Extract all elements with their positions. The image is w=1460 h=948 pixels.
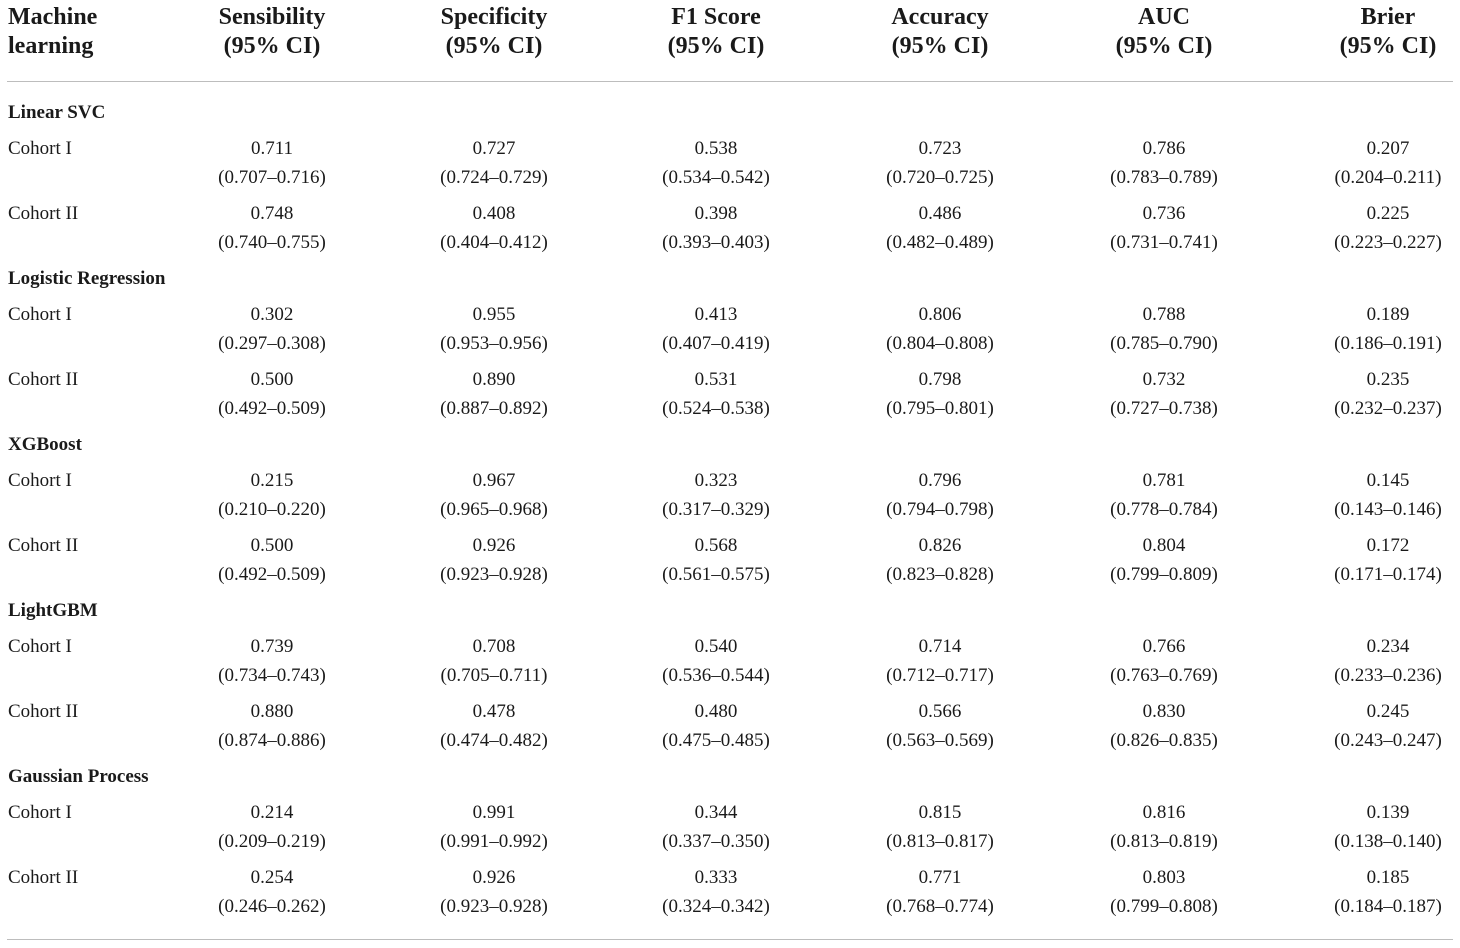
header-text: Accuracy: [891, 4, 989, 30]
cell-value: 0.815: [918, 802, 962, 823]
group-label: Linear SVC: [8, 102, 106, 123]
cell-ci: (0.813–0.819): [1110, 830, 1218, 852]
table-cell: [182, 799, 362, 856]
table-cell: [1298, 366, 1460, 423]
cell-value: 0.333: [694, 867, 738, 888]
group-label: Logistic Regression: [8, 268, 166, 289]
cell-ci: (0.474–0.482): [440, 729, 548, 751]
table-cell: [626, 633, 806, 690]
cell-value: 0.781: [1142, 470, 1186, 491]
cell-ci: (0.492–0.509): [218, 397, 326, 419]
row-label: Cohort I: [8, 138, 72, 159]
cell-ci: (0.991–0.992): [440, 830, 548, 852]
cell-value: 0.880: [250, 701, 294, 722]
cell-ci: (0.783–0.789): [1110, 166, 1218, 188]
cell-value: 0.566: [918, 701, 962, 722]
cell-ci: (0.561–0.575): [662, 563, 770, 585]
cell-ci: (0.763–0.769): [1110, 664, 1218, 686]
cell-value: 0.486: [918, 203, 962, 224]
table-cell: [1074, 532, 1254, 589]
header-text: (95% CI): [891, 33, 989, 59]
cell-ci: (0.186–0.191): [1334, 332, 1442, 354]
header-text: AUC: [1138, 4, 1190, 30]
cell-value: 0.145: [1366, 470, 1410, 491]
cell-value: 0.748: [250, 203, 294, 224]
cell-value: 0.967: [472, 470, 516, 491]
table-cell: [404, 135, 584, 192]
cell-value: 0.736: [1142, 203, 1186, 224]
table-cell: [1298, 799, 1460, 856]
table-cell: [626, 864, 806, 921]
cell-ci: (0.768–0.774): [886, 895, 994, 917]
table-cell: [850, 366, 1030, 423]
cell-value: 0.804: [1142, 535, 1186, 556]
cell-ci: (0.324–0.342): [662, 895, 770, 917]
row-label: Cohort II: [8, 203, 79, 224]
cell-ci: (0.171–0.174): [1334, 563, 1442, 585]
cell-ci: (0.482–0.489): [886, 231, 994, 253]
cell-value: 0.189: [1366, 304, 1410, 325]
cell-ci: (0.823–0.828): [886, 563, 994, 585]
table-cell: [1074, 467, 1254, 524]
cell-ci: (0.407–0.419): [662, 332, 770, 354]
table-cell: [404, 467, 584, 524]
cell-value: 0.991: [472, 802, 516, 823]
header-text: Specificity: [440, 4, 548, 30]
cell-ci: (0.724–0.729): [440, 166, 548, 188]
table-cell: [1298, 532, 1460, 589]
cell-value: 0.798: [918, 369, 962, 390]
cell-ci: (0.734–0.743): [218, 664, 326, 686]
table-cell: [182, 301, 362, 358]
table-cell: [182, 467, 362, 524]
cell-value: 0.234: [1366, 636, 1410, 657]
cell-value: 0.478: [472, 701, 516, 722]
table-cell: [1298, 698, 1460, 755]
cell-ci: (0.799–0.808): [1110, 895, 1218, 917]
cell-ci: (0.712–0.717): [886, 664, 994, 686]
cell-ci: (0.795–0.801): [886, 397, 994, 419]
cell-value: 0.323: [694, 470, 738, 491]
cell-value: 0.739: [250, 636, 294, 657]
cell-ci: (0.209–0.219): [218, 830, 326, 852]
cell-ci: (0.143–0.146): [1334, 498, 1442, 520]
cell-ci: (0.524–0.538): [662, 397, 770, 419]
cell-ci: (0.492–0.509): [218, 563, 326, 585]
cell-ci: (0.874–0.886): [218, 729, 326, 751]
row-label: Cohort I: [8, 470, 72, 491]
table-cell: [404, 200, 584, 257]
table-cell: [1298, 633, 1460, 690]
table-cell: [850, 532, 1030, 589]
cell-value: 0.398: [694, 203, 738, 224]
table-cell: [182, 633, 362, 690]
cell-value: 0.185: [1366, 867, 1410, 888]
row-label: Cohort I: [8, 802, 72, 823]
cell-value: 0.926: [472, 867, 516, 888]
cell-value: 0.796: [918, 470, 962, 491]
row-label: Cohort I: [8, 636, 72, 657]
cell-value: 0.714: [918, 636, 962, 657]
table-cell: [1074, 366, 1254, 423]
header-text: F1 Score: [671, 4, 761, 30]
header-text: (95% CI): [445, 33, 543, 59]
cell-value: 0.788: [1142, 304, 1186, 325]
table-cell: [626, 467, 806, 524]
cell-ci: (0.887–0.892): [440, 397, 548, 419]
table-cell: [1298, 864, 1460, 921]
table-cell: [850, 799, 1030, 856]
cell-value: 0.708: [472, 636, 516, 657]
cell-value: 0.786: [1142, 138, 1186, 159]
table-cell: [182, 135, 362, 192]
cell-value: 0.538: [694, 138, 738, 159]
cell-value: 0.727: [472, 138, 516, 159]
cell-ci: (0.705–0.711): [440, 664, 548, 686]
table-cell: [1298, 200, 1460, 257]
cell-ci: (0.393–0.403): [662, 231, 770, 253]
cell-value: 0.214: [250, 802, 294, 823]
table-cell: [626, 135, 806, 192]
table-cell: [182, 200, 362, 257]
cell-ci: (0.813–0.817): [886, 830, 994, 852]
table-cell: [182, 532, 362, 589]
cell-ci: (0.563–0.569): [886, 729, 994, 751]
cell-ci: (0.785–0.790): [1110, 332, 1218, 354]
cell-value: 0.540: [694, 636, 738, 657]
cell-value: 0.207: [1366, 138, 1410, 159]
table-bottom-rule: [7, 939, 1453, 940]
cell-ci: (0.740–0.755): [218, 231, 326, 253]
table-cell: [404, 366, 584, 423]
cell-value: 0.408: [472, 203, 516, 224]
cell-value: 0.245: [1366, 701, 1410, 722]
table-cell: [850, 135, 1030, 192]
cell-ci: (0.337–0.350): [662, 830, 770, 852]
cell-value: 0.711: [250, 138, 294, 159]
table-cell: [404, 864, 584, 921]
cell-ci: (0.923–0.928): [440, 895, 548, 917]
cell-value: 0.955: [472, 304, 516, 325]
table-cell: [626, 301, 806, 358]
row-label: Cohort II: [8, 701, 79, 722]
group-label: XGBoost: [8, 434, 82, 455]
table-cell: [1074, 698, 1254, 755]
group-label: LightGBM: [8, 600, 98, 621]
table-cell: [850, 200, 1030, 257]
cell-ci: (0.404–0.412): [440, 231, 548, 253]
cell-value: 0.771: [918, 867, 962, 888]
header-text: Brier: [1360, 4, 1416, 30]
cell-ci: (0.707–0.716): [218, 166, 326, 188]
cell-value: 0.480: [694, 701, 738, 722]
table-cell: [182, 864, 362, 921]
cell-value: 0.254: [250, 867, 294, 888]
table-cell: [182, 698, 362, 755]
cell-ci: (0.731–0.741): [1110, 231, 1218, 253]
cell-value: 0.826: [918, 535, 962, 556]
header-text: (95% CI): [223, 33, 321, 59]
cell-value: 0.139: [1366, 802, 1410, 823]
cell-ci: (0.246–0.262): [218, 895, 326, 917]
table-cell: [1298, 135, 1460, 192]
header-text: Sensibility: [218, 4, 326, 30]
cell-value: 0.830: [1142, 701, 1186, 722]
row-label: Cohort II: [8, 867, 79, 888]
table-cell: [626, 799, 806, 856]
table-cell: [182, 366, 362, 423]
cell-ci: (0.317–0.329): [662, 498, 770, 520]
row-label: Cohort II: [8, 535, 79, 556]
table-cell: [1074, 301, 1254, 358]
cell-ci: (0.297–0.308): [218, 332, 326, 354]
cell-ci: (0.210–0.220): [218, 498, 326, 520]
cell-value: 0.302: [250, 304, 294, 325]
cell-value: 0.926: [472, 535, 516, 556]
cell-ci: (0.204–0.211): [1334, 166, 1442, 188]
cell-value: 0.732: [1142, 369, 1186, 390]
table-cell: [850, 864, 1030, 921]
cell-value: 0.531: [694, 369, 738, 390]
cell-ci: (0.923–0.928): [440, 563, 548, 585]
cell-ci: (0.243–0.247): [1334, 729, 1442, 751]
cell-ci: (0.727–0.738): [1110, 397, 1218, 419]
cell-ci: (0.804–0.808): [886, 332, 994, 354]
cell-value: 0.413: [694, 304, 738, 325]
cell-ci: (0.826–0.835): [1110, 729, 1218, 751]
table-cell: [850, 467, 1030, 524]
table-cell: [626, 200, 806, 257]
table-cell: [1074, 864, 1254, 921]
table-cell: [626, 366, 806, 423]
cell-value: 0.500: [250, 535, 294, 556]
table-cell: [1074, 633, 1254, 690]
cell-ci: (0.475–0.485): [662, 729, 770, 751]
cell-ci: (0.534–0.542): [662, 166, 770, 188]
cell-value: 0.766: [1142, 636, 1186, 657]
table-cell: [850, 633, 1030, 690]
cell-ci: (0.799–0.809): [1110, 563, 1218, 585]
cell-ci: (0.232–0.237): [1334, 397, 1442, 419]
table-cell: [404, 698, 584, 755]
table-cell: [404, 633, 584, 690]
cell-value: 0.723: [918, 138, 962, 159]
cell-value: 0.500: [250, 369, 294, 390]
cell-ci: (0.536–0.544): [662, 664, 770, 686]
cell-value: 0.806: [918, 304, 962, 325]
cell-ci: (0.953–0.956): [440, 332, 548, 354]
cell-value: 0.568: [694, 535, 738, 556]
cell-ci: (0.720–0.725): [886, 166, 994, 188]
header-text: (95% CI): [1115, 33, 1213, 59]
table-cell: [404, 799, 584, 856]
row-label: Cohort II: [8, 369, 79, 390]
cell-value: 0.816: [1142, 802, 1186, 823]
cell-value: 0.172: [1366, 535, 1410, 556]
group-label: Gaussian Process: [8, 766, 149, 787]
header-text: Machine: [8, 4, 98, 30]
table-cell: [1298, 301, 1460, 358]
cell-ci: (0.794–0.798): [886, 498, 994, 520]
table-cell: [850, 698, 1030, 755]
table-cell: [626, 698, 806, 755]
row-label: Cohort I: [8, 304, 72, 325]
header-text: learning: [8, 33, 94, 59]
cell-ci: (0.233–0.236): [1334, 664, 1442, 686]
table-cell: [1074, 135, 1254, 192]
cell-value: 0.235: [1366, 369, 1410, 390]
cell-value: 0.803: [1142, 867, 1186, 888]
cell-value: 0.215: [250, 470, 294, 491]
cell-ci: (0.184–0.187): [1334, 895, 1442, 917]
table-cell: [1074, 200, 1254, 257]
table-cell: [626, 532, 806, 589]
cell-value: 0.890: [472, 369, 516, 390]
cell-ci: (0.965–0.968): [440, 498, 548, 520]
header-text: (95% CI): [1339, 33, 1437, 59]
table-cell: [1074, 799, 1254, 856]
header-text: (95% CI): [667, 33, 765, 59]
table-cell: [404, 301, 584, 358]
cell-ci: (0.778–0.784): [1110, 498, 1218, 520]
cell-ci: (0.138–0.140): [1334, 830, 1442, 852]
table-cell: [404, 532, 584, 589]
cell-value: 0.225: [1366, 203, 1410, 224]
cell-value: 0.344: [694, 802, 738, 823]
table-cell: [1298, 467, 1460, 524]
table-cell: [850, 301, 1030, 358]
cell-ci: (0.223–0.227): [1334, 231, 1442, 253]
